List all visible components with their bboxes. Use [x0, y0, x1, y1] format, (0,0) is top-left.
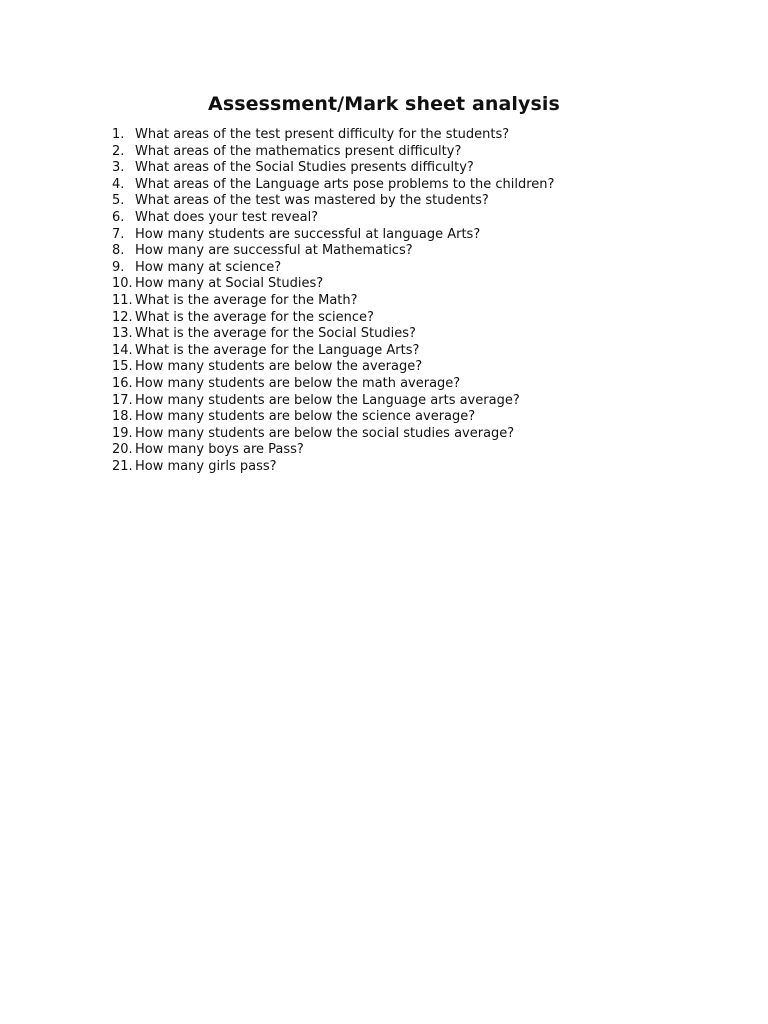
- list-item: [112, 359, 554, 376]
- question-text: What areas of the mathematics present difficulty?: [135, 143, 462, 159]
- question-number: 18.: [112, 409, 133, 425]
- question-text: How many are successful at Mathematics?: [135, 243, 413, 259]
- question-number: 12.: [112, 309, 133, 325]
- question-number: 16.: [112, 375, 133, 391]
- question-text: How many students are below the math average?: [135, 375, 461, 391]
- question-number: 9.: [112, 259, 125, 275]
- list-item: [112, 343, 554, 360]
- list-item: [112, 393, 554, 410]
- list-item: [112, 376, 554, 393]
- question-text: What areas of the test present difficulty for the students?: [135, 127, 510, 142]
- list-item: [112, 127, 554, 144]
- question-number: 1.: [112, 127, 125, 142]
- list-item: [112, 409, 554, 426]
- question-number: 8.: [112, 243, 125, 259]
- list-item: [112, 260, 554, 277]
- list-item: [112, 310, 554, 327]
- question-number: 21.: [112, 458, 133, 474]
- question-number: 17.: [112, 392, 133, 408]
- question-number: 3.: [112, 160, 125, 176]
- question-number: 19.: [112, 425, 133, 441]
- question-number: 5.: [112, 193, 125, 209]
- question-text: How many students are below the science average?: [135, 409, 476, 425]
- question-number: 13.: [112, 326, 133, 342]
- question-number: 2.: [112, 143, 125, 159]
- question-text: How many boys are Pass?: [135, 442, 304, 458]
- question-text: How many students are below the Language arts average?: [135, 392, 520, 408]
- question-number: 10.: [112, 276, 133, 292]
- question-number: 14.: [112, 342, 133, 358]
- question-text: How many girls pass?: [135, 458, 277, 474]
- list-item: [112, 442, 554, 459]
- question-text: What areas of the test was mastered by the students?: [135, 193, 489, 209]
- list-item: [112, 177, 554, 194]
- question-text: What areas of the Language arts pose problems to the children?: [135, 176, 555, 192]
- list-item: [112, 459, 554, 476]
- list-item: [112, 326, 554, 343]
- question-number: 20.: [112, 442, 133, 458]
- question-number: 6.: [112, 209, 125, 225]
- list-item: [112, 227, 554, 244]
- question-text: What is the average for the Language Arts?: [135, 342, 420, 358]
- question-list: [112, 127, 554, 475]
- list-item: [112, 426, 554, 443]
- list-item: [112, 144, 554, 161]
- question-number: 15.: [112, 359, 133, 375]
- question-text: How many students are below the average?: [135, 359, 423, 375]
- question-text: What does your test reveal?: [135, 209, 319, 225]
- question-text: What areas of the Social Studies presents difficulty?: [135, 160, 474, 176]
- list-item: [112, 193, 554, 210]
- question-text: How many at science?: [135, 259, 282, 275]
- question-text: How many students are below the social studies average?: [135, 425, 515, 441]
- list-item: [112, 243, 554, 260]
- question-text: What is the average for the Social Studies?: [135, 326, 416, 342]
- question-text: How many students are successful at language Arts?: [135, 226, 481, 242]
- list-item: [112, 276, 554, 293]
- question-number: 11.: [112, 292, 133, 308]
- question-text: What is the average for the science?: [135, 309, 374, 325]
- question-number: 7.: [112, 226, 125, 242]
- question-text: What is the average for the Math?: [135, 292, 358, 308]
- list-item: [112, 293, 554, 310]
- list-item: [112, 160, 554, 177]
- list-item: [112, 210, 554, 227]
- question-text: How many at Social Studies?: [135, 276, 324, 292]
- page-title: Assessment/Mark sheet analysis: [208, 93, 560, 115]
- question-number: 4.: [112, 176, 125, 192]
